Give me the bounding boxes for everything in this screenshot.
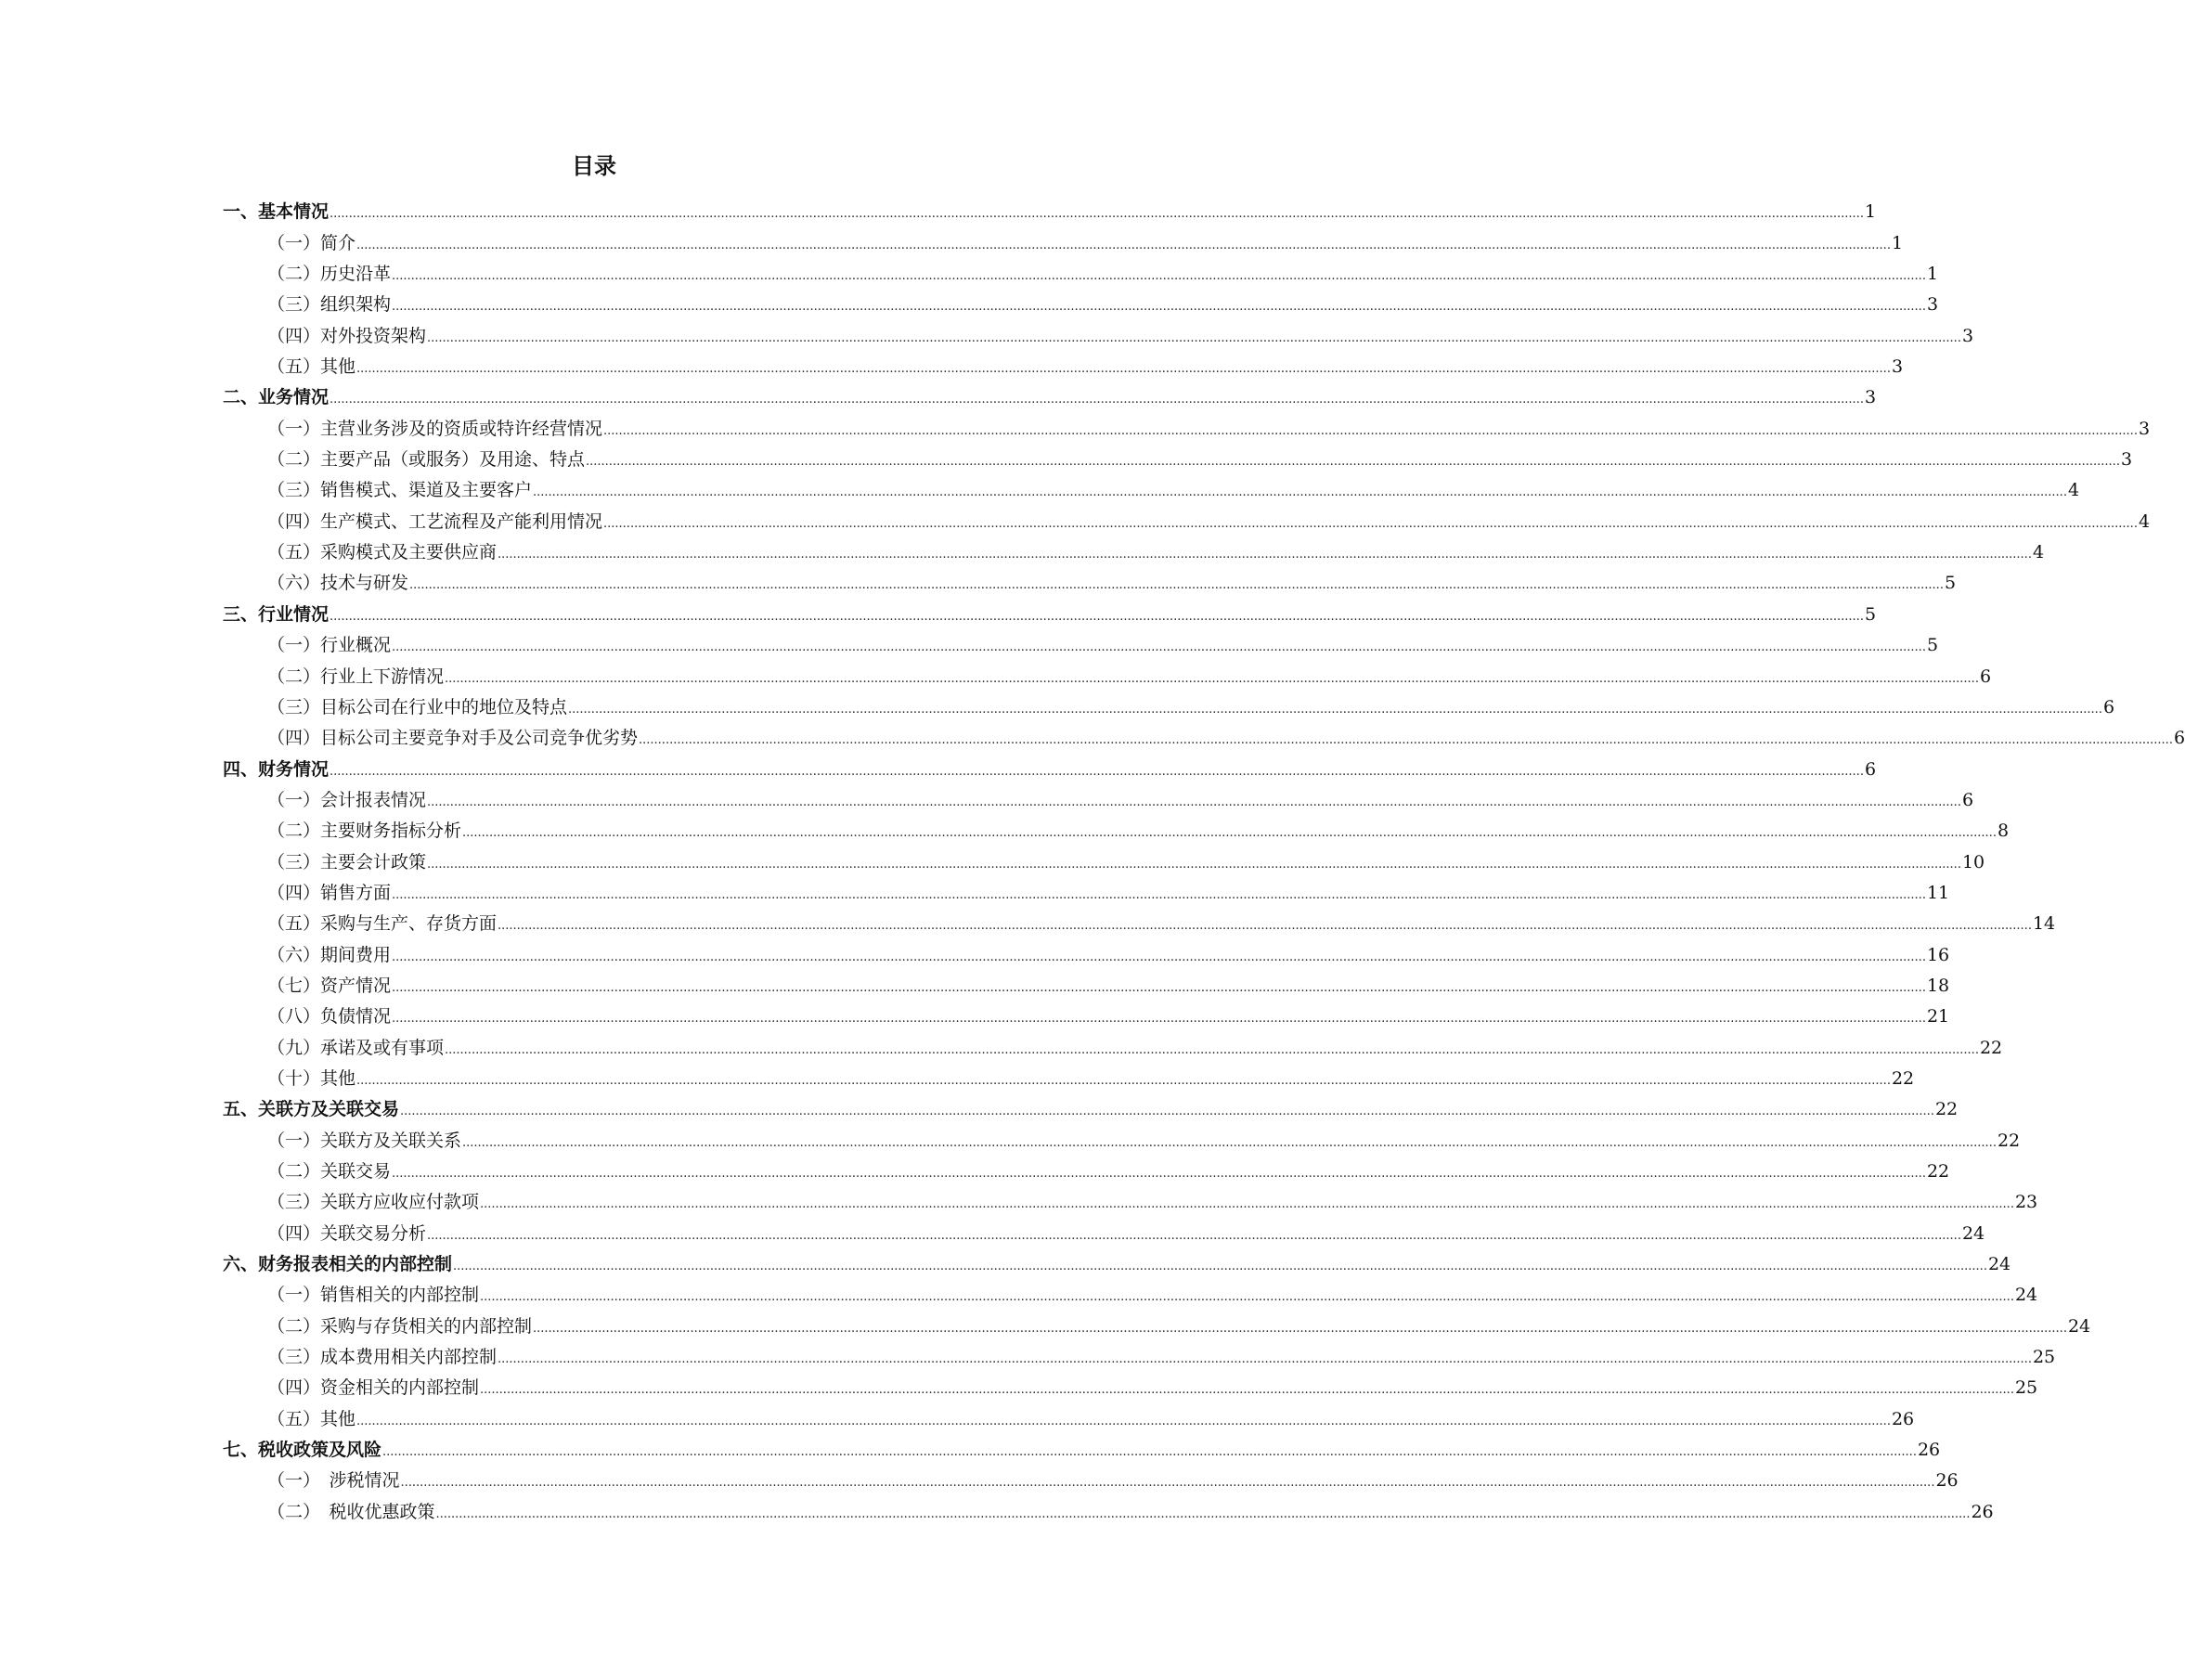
toc-subsection-entry[interactable] — [223, 657, 1992, 688]
dot-leader: ................................................................................................................................................................................................................................................................................................................................................................................................................ — [330, 393, 1864, 407]
toc-entry-page-number: 26 — [1917, 1440, 1941, 1461]
toc-section-entry[interactable] — [223, 379, 1877, 409]
toc-subsection-entry[interactable] — [223, 348, 1904, 379]
toc-subsection-entry[interactable] — [223, 1214, 1985, 1245]
toc-section-entry[interactable] — [223, 1091, 1959, 1121]
toc-entry-label: 三、行业情况 — [223, 603, 330, 625]
dot-leader: ................................................................................................................................................................................................................................................................................................................................................................................................................ — [462, 1135, 1997, 1150]
dot-leader: ................................................................................................................................................................................................................................................................................................................................................................................................................ — [480, 1197, 2014, 1212]
toc-entry-page-number: 22 — [1934, 1099, 1959, 1120]
toc-entry-page-number: 3 — [1961, 325, 1974, 346]
dot-leader: ................................................................................................................................................................................................................................................................................................................................................................................................................ — [392, 980, 1926, 995]
toc-entry-page-number: 10 — [1961, 851, 1985, 872]
toc-entry-label: （四）关联交易分析 — [267, 1222, 427, 1244]
toc-subsection-entry[interactable] — [223, 317, 1974, 347]
dot-leader: ................................................................................................................................................................................................................................................................................................................................................................................................................ — [356, 1073, 1891, 1088]
toc-entry-page-number: 3 — [2120, 449, 2133, 471]
toc-entry-page-number: 6 — [1979, 666, 1992, 687]
dot-leader: ................................................................................................................................................................................................................................................................................................................................................................................................................ — [498, 1352, 2032, 1367]
toc-entry-page-number: 16 — [1926, 944, 1950, 965]
toc-entry-label: （一）销售相关的内部控制 — [267, 1285, 480, 1306]
toc-entry-page-number: 5 — [1944, 573, 1957, 594]
toc-subsection-entry[interactable] — [223, 224, 1904, 254]
toc-subsection-entry[interactable] — [223, 1183, 2038, 1214]
toc-entry-page-number: 22 — [1979, 1037, 2003, 1058]
toc-entry-label: （二）历史沿革 — [267, 264, 392, 285]
dot-leader: ................................................................................................................................................................................................................................................................................................................................................................................................................ — [603, 516, 2138, 531]
toc-section-entry[interactable] — [223, 193, 1877, 224]
toc-entry-page-number: 25 — [2014, 1377, 2038, 1399]
toc-entry-label: （三）目标公司在行业中的地位及特点 — [267, 696, 568, 717]
toc-entry-label: （三）成本费用相关内部控制 — [267, 1347, 498, 1368]
toc-subsection-entry[interactable] — [223, 1028, 2003, 1059]
toc-entry-page-number: 3 — [2138, 418, 2151, 439]
dot-leader: ................................................................................................................................................................................................................................................................................................................................................................................................................ — [392, 887, 1926, 902]
toc-subsection-entry[interactable] — [223, 1307, 2091, 1338]
toc-entry-label: （四）目标公司主要竞争对手及公司竞争优劣势 — [267, 728, 639, 749]
toc-entry-label: （六）技术与研发 — [267, 573, 409, 594]
dot-leader: ................................................................................................................................................................................................................................................................................................................................................................................................................ — [453, 1260, 1987, 1274]
dot-leader: ................................................................................................................................................................................................................................................................................................................................................................................................................ — [392, 269, 1926, 284]
toc-section-entry[interactable] — [223, 595, 1877, 626]
dot-leader: ................................................................................................................................................................................................................................................................................................................................................................................................................ — [445, 671, 1979, 686]
toc-entry-page-number: 11 — [1926, 882, 1950, 903]
toc-section-entry[interactable] — [223, 1431, 1941, 1462]
toc-subsection-entry[interactable] — [223, 1338, 2056, 1369]
toc-entry-label: （四）销售方面 — [267, 882, 392, 903]
toc-entry-page-number: 26 — [1971, 1501, 1994, 1522]
toc-entry-page-number: 24 — [2014, 1285, 2038, 1306]
toc-entry-label: （一）会计报表情况 — [267, 789, 427, 810]
toc-entry-label: （三）销售模式、渠道及主要客户 — [267, 480, 533, 501]
toc-subsection-entry[interactable] — [223, 936, 1950, 966]
toc-entry-label: （四）资金相关的内部控制 — [267, 1377, 480, 1399]
dot-leader: ................................................................................................................................................................................................................................................................................................................................................................................................................ — [480, 1383, 2014, 1398]
toc-entry-page-number: 1 — [1891, 232, 1904, 253]
dot-leader: ................................................................................................................................................................................................................................................................................................................................................................................................................ — [603, 423, 2138, 438]
toc-entry-page-number: 6 — [1961, 789, 1974, 810]
toc-subsection-entry[interactable] — [223, 286, 1939, 317]
toc-subsection-entry[interactable] — [223, 409, 2151, 440]
toc-entry-page-number: 22 — [1997, 1130, 2021, 1151]
toc-entry-page-number: 24 — [1961, 1222, 1985, 1244]
toc-entry-label: 一、基本情况 — [223, 201, 330, 223]
toc-entry-label: 二、业务情况 — [223, 387, 330, 408]
toc-entry-label: （十）其他 — [267, 1067, 356, 1089]
dot-leader: ................................................................................................................................................................................................................................................................................................................................................................................................................ — [392, 950, 1926, 964]
toc-entry-page-number: 25 — [2032, 1347, 2056, 1368]
toc-entry-label: （二）主要财务指标分析 — [267, 821, 462, 842]
toc-subsection-entry[interactable] — [223, 255, 1939, 286]
toc-entry-label: （四）生产模式、工艺流程及产能利用情况 — [267, 510, 603, 532]
toc-entry-label: （五）采购与生产、存货方面 — [267, 913, 498, 935]
toc-subsection-entry[interactable] — [223, 1369, 2038, 1400]
toc-subsection-entry[interactable] — [223, 689, 2115, 719]
dot-leader: ................................................................................................................................................................................................................................................................................................................................................................................................................ — [356, 238, 1891, 252]
toc-subsection-entry[interactable] — [223, 441, 2133, 472]
toc-entry-page-number: 1 — [1864, 201, 1877, 223]
dot-leader: ................................................................................................................................................................................................................................................................................................................................................................................................................ — [639, 733, 2173, 748]
toc-entry-page-number: 18 — [1926, 975, 1950, 996]
toc-entry-page-number: 3 — [1891, 356, 1904, 378]
toc-section-entry[interactable] — [223, 1246, 2011, 1276]
toc-subsection-entry[interactable] — [223, 1462, 1959, 1493]
toc-entry-label: 五、关联方及关联交易 — [223, 1099, 400, 1120]
dot-leader: ................................................................................................................................................................................................................................................................................................................................................................................................................ — [400, 1476, 1935, 1491]
toc-entry-label: （二）采购与存货相关的内部控制 — [267, 1315, 533, 1337]
toc-entry-label: 四、财务情况 — [223, 758, 330, 780]
dot-leader: ................................................................................................................................................................................................................................................................................................................................................................................................................ — [533, 1321, 2067, 1336]
table-of-contents — [223, 193, 2185, 1524]
dot-leader: ................................................................................................................................................................................................................................................................................................................................................................................................................ — [382, 1445, 1917, 1460]
toc-entry-label: （五）采购模式及主要供应商 — [267, 542, 498, 563]
toc-entry-page-number: 4 — [2067, 480, 2080, 501]
dot-leader: ................................................................................................................................................................................................................................................................................................................................................................................................................ — [586, 455, 2120, 470]
toc-subsection-entry[interactable] — [223, 472, 2080, 502]
toc-section-entry[interactable] — [223, 750, 1877, 781]
toc-entry-label: （二）主要产品（或服务）及用途、特点 — [267, 449, 586, 471]
toc-entry-label: （八）负债情况 — [267, 1006, 392, 1027]
dot-leader: ................................................................................................................................................................................................................................................................................................................................................................................................................ — [356, 362, 1891, 377]
toc-entry-label: （三）组织架构 — [267, 294, 392, 316]
toc-entry-page-number: 3 — [1864, 387, 1877, 408]
dot-leader: ................................................................................................................................................................................................................................................................................................................................................................................................................ — [427, 1228, 1961, 1243]
dot-leader: ................................................................................................................................................................................................................................................................................................................................................................................................................ — [435, 1506, 1971, 1521]
toc-subsection-entry[interactable] — [223, 998, 1950, 1028]
toc-title: 目录 — [572, 153, 616, 179]
toc-entry-label: （一） 涉税情况 — [267, 1470, 400, 1492]
toc-subsection-entry[interactable] — [223, 1153, 1950, 1183]
dot-leader: ................................................................................................................................................................................................................................................................................................................................................................................................................ — [427, 330, 1961, 345]
dot-leader: ................................................................................................................................................................................................................................................................................................................................................................................................................ — [400, 1105, 1934, 1119]
dot-leader: ................................................................................................................................................................................................................................................................................................................................................................................................................ — [568, 702, 2102, 717]
dot-leader: ................................................................................................................................................................................................................................................................................................................................................................................................................ — [356, 1414, 1891, 1428]
toc-entry-label: （一）行业概况 — [267, 635, 392, 656]
toc-subsection-entry[interactable] — [223, 843, 1985, 873]
dot-leader: ................................................................................................................................................................................................................................................................................................................................................................................................................ — [392, 1167, 1926, 1181]
toc-subsection-entry[interactable] — [223, 719, 2185, 750]
dot-leader: ................................................................................................................................................................................................................................................................................................................................................................................................................ — [392, 300, 1926, 315]
toc-entry-page-number: 6 — [2173, 728, 2185, 749]
dot-leader: ................................................................................................................................................................................................................................................................................................................................................................................................................ — [498, 919, 2032, 934]
dot-leader: ................................................................................................................................................................................................................................................................................................................................................................................................................ — [427, 857, 1961, 872]
toc-entry-label: （一）主营业务涉及的资质或特许经营情况 — [267, 418, 603, 439]
toc-entry-label: （七）资产情况 — [267, 975, 392, 996]
dot-leader: ................................................................................................................................................................................................................................................................................................................................................................................................................ — [330, 609, 1864, 624]
dot-leader: ................................................................................................................................................................................................................................................................................................................................................................................................................ — [427, 795, 1961, 809]
toc-subsection-entry[interactable] — [223, 1060, 1915, 1091]
toc-subsection-entry[interactable] — [223, 1400, 1915, 1430]
toc-entry-label: （一）关联方及关联关系 — [267, 1130, 462, 1151]
toc-entry-label: （五）其他 — [267, 1408, 356, 1429]
toc-subsection-entry[interactable] — [223, 874, 1950, 905]
toc-entry-label: （二）关联交易 — [267, 1161, 392, 1182]
toc-entry-label: （五）其他 — [267, 356, 356, 378]
dot-leader: ................................................................................................................................................................................................................................................................................................................................................................................................................ — [330, 207, 1864, 222]
toc-entry-label: 七、税收政策及风险 — [223, 1440, 382, 1461]
toc-entry-label: （四）对外投资架构 — [267, 325, 427, 346]
toc-entry-page-number: 26 — [1935, 1470, 1959, 1492]
toc-entry-page-number: 22 — [1891, 1067, 1915, 1089]
dot-leader: ................................................................................................................................................................................................................................................................................................................................................................................................................ — [480, 1290, 2014, 1305]
toc-entry-page-number: 4 — [2032, 542, 2045, 563]
toc-entry-page-number: 5 — [1864, 603, 1877, 625]
toc-entry-label: （一）简介 — [267, 232, 356, 253]
toc-subsection-entry[interactable] — [223, 782, 1974, 812]
toc-subsection-entry[interactable] — [223, 534, 2045, 564]
toc-subsection-entry[interactable] — [223, 967, 1950, 998]
toc-entry-page-number: 1 — [1926, 264, 1939, 285]
toc-entry-page-number: 26 — [1891, 1408, 1915, 1429]
toc-entry-page-number: 4 — [2138, 510, 2151, 532]
toc-subsection-entry[interactable] — [223, 502, 2151, 533]
dot-leader: ................................................................................................................................................................................................................................................................................................................................................................................................................ — [409, 578, 1944, 593]
dot-leader: ................................................................................................................................................................................................................................................................................................................................................................................................................ — [392, 1012, 1926, 1027]
toc-subsection-entry[interactable] — [223, 1276, 2038, 1307]
dot-leader: ................................................................................................................................................................................................................................................................................................................................................................................................................ — [462, 826, 1997, 841]
toc-entry-page-number: 5 — [1926, 635, 1939, 656]
dot-leader: ................................................................................................................................................................................................................................................................................................................................................................................................................ — [330, 764, 1864, 779]
toc-entry-page-number: 14 — [2032, 913, 2056, 935]
toc-subsection-entry[interactable] — [223, 1121, 2021, 1152]
toc-entry-page-number: 23 — [2014, 1192, 2038, 1213]
dot-leader: ................................................................................................................................................................................................................................................................................................................................................................................................................ — [533, 485, 2067, 500]
toc-entry-label: （二）行业上下游情况 — [267, 666, 445, 687]
toc-entry-page-number: 22 — [1926, 1161, 1950, 1182]
toc-entry-page-number: 21 — [1926, 1006, 1950, 1027]
toc-entry-page-number: 6 — [1864, 758, 1877, 780]
toc-entry-page-number: 3 — [1926, 294, 1939, 316]
toc-entry-label: （九）承诺及或有事项 — [267, 1037, 445, 1058]
toc-subsection-entry[interactable] — [223, 564, 1957, 595]
toc-subsection-entry[interactable] — [223, 627, 1939, 657]
toc-entry-page-number: 8 — [1997, 821, 2010, 842]
toc-entry-label: （二） 税收优惠政策 — [267, 1501, 435, 1522]
dot-leader: ................................................................................................................................................................................................................................................................................................................................................................................................................ — [445, 1042, 1979, 1057]
toc-subsection-entry[interactable] — [223, 905, 2056, 936]
toc-entry-label: （三）主要会计政策 — [267, 851, 427, 872]
toc-entry-label: （六）期间费用 — [267, 944, 392, 965]
dot-leader: ................................................................................................................................................................................................................................................................................................................................................................................................................ — [392, 640, 1926, 655]
toc-entry-label: （三）关联方应收应付款项 — [267, 1192, 480, 1213]
toc-subsection-entry[interactable] — [223, 812, 2010, 843]
toc-entry-page-number: 24 — [1987, 1254, 2011, 1275]
toc-entry-page-number: 6 — [2102, 696, 2115, 717]
toc-entry-page-number: 24 — [2067, 1315, 2091, 1337]
dot-leader: ................................................................................................................................................................................................................................................................................................................................................................................................................ — [498, 548, 2032, 562]
toc-entry-label: 六、财务报表相关的内部控制 — [223, 1254, 453, 1275]
toc-subsection-entry[interactable] — [223, 1493, 1994, 1523]
